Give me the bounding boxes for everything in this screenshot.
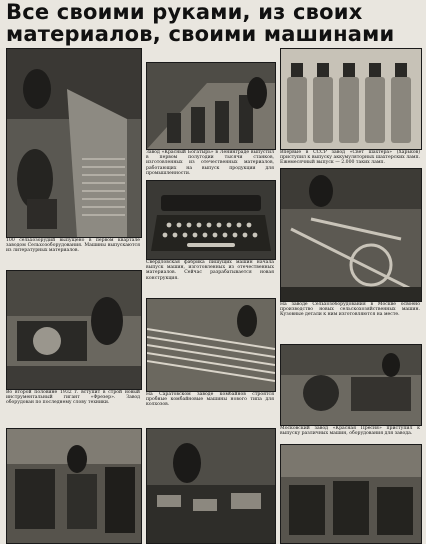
page-title bbox=[6, 1, 420, 45]
headline-line-1: Все своими руками, из своих bbox=[6, 0, 363, 24]
photo-combine-parts bbox=[146, 298, 276, 392]
caption-8: Московский завод «Красная Пресня» приступил к выпуску различных машин, оборудования для завода. bbox=[280, 426, 420, 437]
caption-2: Завод «Красный Богатырь» в Ленинграде выпустил в первом полугодии тысячи станков, изготовленных из отечественных материалов, работающих на выпуск продукции для промышленности. bbox=[146, 150, 274, 176]
caption-7: На Саратовском заводе комбайнов строятся пробные комбайновые машины нового типа для колхозов. bbox=[146, 392, 274, 408]
headline-line-2: материалов, своими машинами bbox=[6, 22, 395, 46]
caption-5: На заводе Сельхозоборудования в Москве освоено производство новых сельскохозяйственных машин. Кузовные детали к ним изготовляются на месте. bbox=[280, 302, 420, 318]
photo-lathe-workshop bbox=[6, 270, 142, 390]
photo-farm-machinery bbox=[280, 168, 422, 302]
photo-assembly-shop bbox=[146, 428, 276, 544]
photo-factory-workers bbox=[6, 48, 142, 238]
photo-machine-floor bbox=[6, 428, 142, 544]
photo-typewriter bbox=[146, 180, 276, 260]
photo-factory-floor bbox=[280, 444, 422, 544]
caption-3: Впервые в СССР завод «Свет шахтера» (Харьков) приступил к выпуску аккумуляторных шахтерских ламп. Ежемесячный выпуск — 2.000 таких ламп. bbox=[280, 150, 420, 166]
photo-miner-lamps bbox=[280, 48, 422, 150]
caption-6: Во второй половине 1932 г. вступит в строй новый инструментальный гигант «Фрезер». Завод оборудован по последнему слову техники. bbox=[6, 390, 140, 406]
caption-4: Свердловская фабрика пишущих машин начала выпуск машин, изготовленных из отечественных материалов. Сейчас разрабатывается новая конструкция. bbox=[146, 260, 274, 281]
photo-workshop-machines bbox=[280, 344, 422, 426]
caption-1: 100 сельхозорудий выпущено в первом квартале заводом Сельхозоборудования. Машины выпускаются из литературных материалов. bbox=[6, 238, 140, 254]
photo-textile-machines bbox=[146, 62, 276, 150]
